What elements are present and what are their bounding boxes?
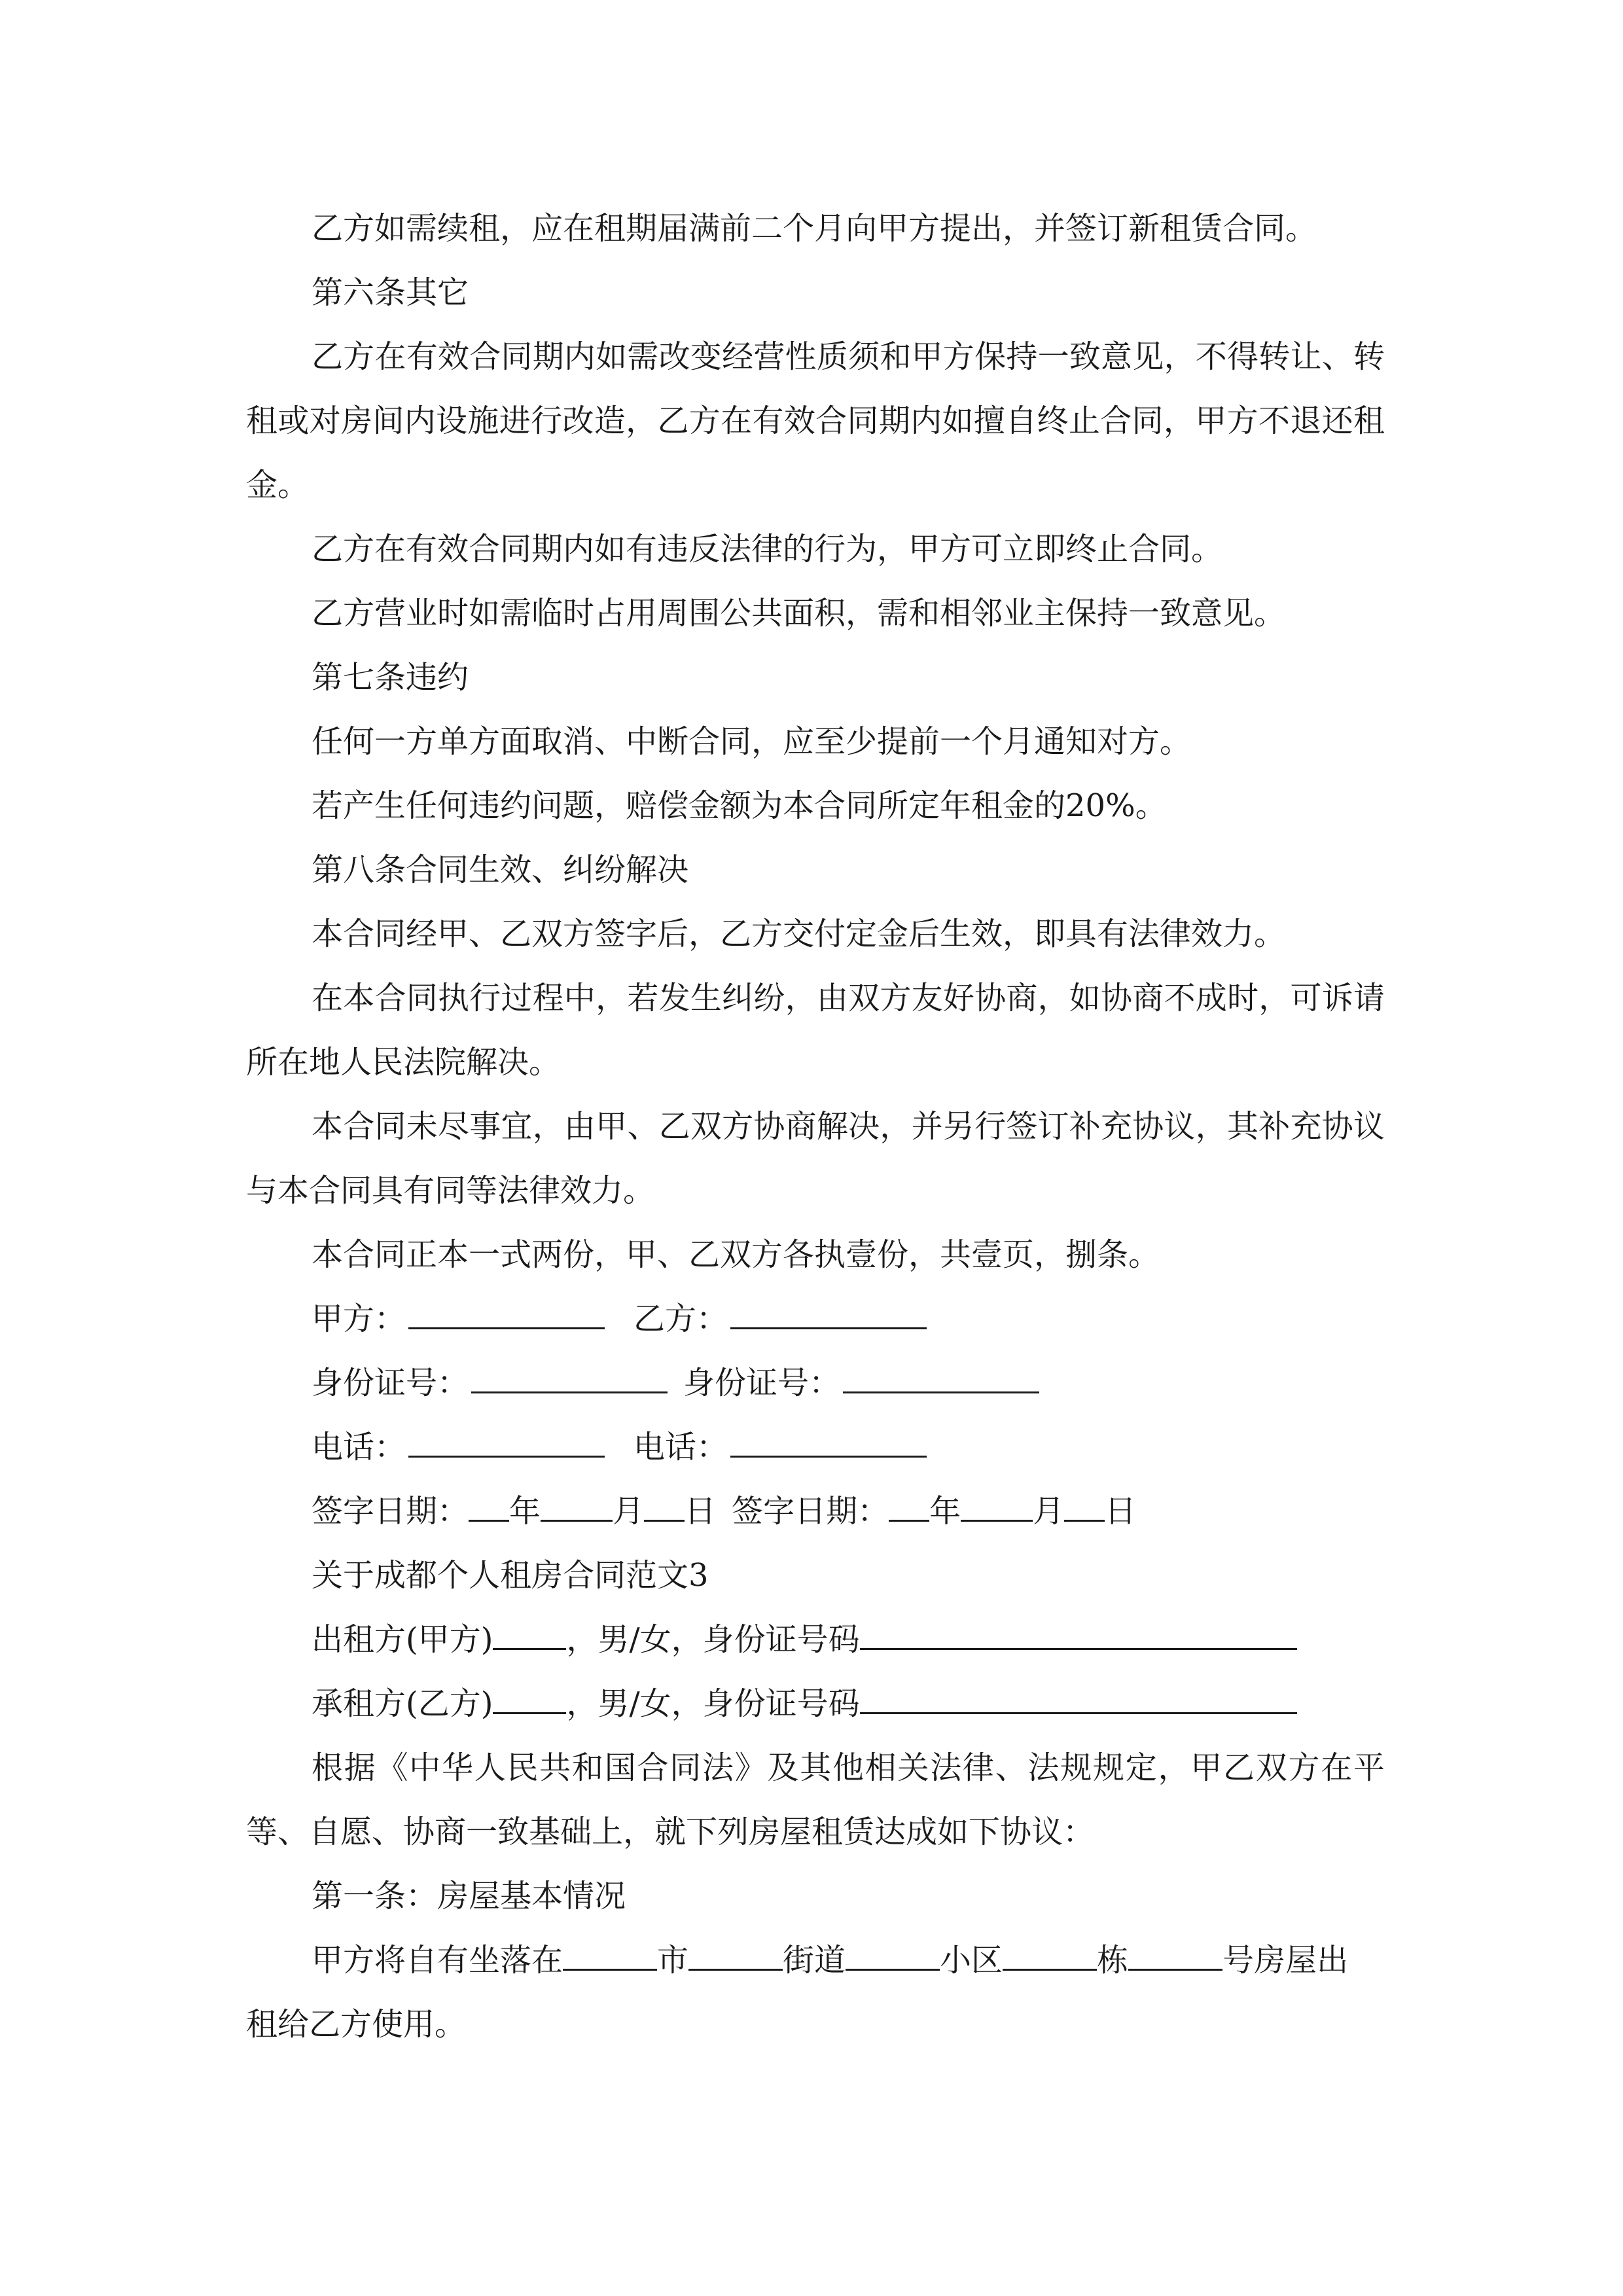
id-b-blank[interactable] — [843, 1363, 1039, 1393]
community-label: 小区 — [940, 1942, 1003, 1979]
month-b-blank[interactable] — [961, 1491, 1033, 1522]
tel-a-blank[interactable] — [408, 1427, 605, 1458]
tel-a-label: 电话： — [312, 1429, 406, 1465]
signature-date-line — [246, 1479, 1385, 1543]
gender-id-label: ，男/女，身份证号码 — [566, 1685, 860, 1722]
lessor-id-blank[interactable] — [860, 1619, 1297, 1650]
year-b-blank[interactable] — [889, 1491, 929, 1522]
paragraph: 乙方在有效合同期内如有违反法律的行为，甲方可立即终止合同。 — [312, 531, 1223, 567]
paragraph: 乙方如需续租，应在租期届满前二个月向甲方提出，并签订新租赁合同。 — [312, 210, 1317, 247]
paragraph: 乙方营业时如需临时占用周围公共面积，需和相邻业主保持一致意见。 — [312, 595, 1286, 632]
party-b-label: 乙方： — [633, 1300, 728, 1337]
signature-party-line — [246, 1287, 1385, 1351]
year-label: 年 — [509, 1493, 541, 1530]
building-label: 栋 — [1097, 1942, 1129, 1979]
tel-b-blank[interactable] — [730, 1427, 927, 1458]
day-a-blank[interactable] — [644, 1491, 685, 1522]
lessee-label: 承租方(乙方) — [312, 1685, 493, 1722]
address-suffix: 号房屋出 — [1222, 1942, 1349, 1979]
party-b-blank[interactable] — [730, 1299, 927, 1329]
gender-id-label: ，男/女，身份证号码 — [566, 1621, 860, 1658]
lessee-line — [246, 1672, 1385, 1736]
community-blank[interactable] — [846, 1940, 940, 1971]
address-line-2: 租给乙方使用。 — [246, 2006, 467, 2043]
party-a-label: 甲方： — [312, 1300, 406, 1337]
paragraph: 本合同经甲、乙双方签字后，乙方交付定金后生效，即具有法律效力。 — [312, 916, 1286, 952]
paragraph: 乙方在有效合同期内如需改变经营性质须和甲方保持一致意见，不得转让、转租或对房间内设施进行改造，乙方在有效合同期内如擅自终止合同，甲方不退还租金。 — [246, 338, 1385, 503]
paragraph: 本合同未尽事宜，由甲、乙双方协商解决，并另行签订补充协议，其补充协议与本合同具有同等法律效力。 — [246, 1108, 1385, 1209]
address-line — [246, 1928, 1385, 1992]
signature-id-line — [246, 1351, 1385, 1415]
lessee-id-blank[interactable] — [860, 1683, 1297, 1714]
paragraph: 根据《中华人民共和国合同法》及其他相关法律、法规规定，甲乙双方在平等、自愿、协商一致基础上，就下列房屋租赁达成如下协议： — [246, 1749, 1385, 1850]
lessor-label: 出租方(甲方) — [312, 1621, 493, 1658]
city-blank[interactable] — [563, 1940, 657, 1971]
id-b-label: 身份证号： — [683, 1365, 841, 1401]
section-heading: 第六条其它 — [312, 274, 469, 311]
section-heading: 第七条违约 — [312, 659, 469, 696]
city-label: 市 — [657, 1942, 689, 1979]
paragraph: 本合同正本一式两份，甲、乙双方各执壹份，共壹页，捌条。 — [312, 1236, 1160, 1273]
street-label: 街道 — [783, 1942, 846, 1979]
lessee-name-blank[interactable] — [493, 1683, 566, 1714]
day-label: 日 — [1105, 1493, 1137, 1530]
year-a-blank[interactable] — [469, 1491, 509, 1522]
date-b-label: 签字日期： — [732, 1493, 889, 1530]
section-heading: 第一条：房屋基本情况 — [312, 1878, 626, 1914]
street-blank[interactable] — [688, 1940, 783, 1971]
section-heading: 第八条合同生效、纠纷解决 — [312, 852, 689, 888]
month-a-blank[interactable] — [541, 1491, 613, 1522]
signature-tel-line — [246, 1415, 1385, 1479]
id-a-blank[interactable] — [471, 1363, 668, 1393]
id-a-label: 身份证号： — [312, 1365, 469, 1401]
number-blank[interactable] — [1128, 1940, 1222, 1971]
party-a-blank[interactable] — [408, 1299, 605, 1329]
day-b-blank[interactable] — [1064, 1491, 1105, 1522]
document-title: 关于成都个人租房合同范文3 — [312, 1557, 709, 1594]
year-label: 年 — [929, 1493, 961, 1530]
paragraph: 在本合同执行过程中，若发生纠纷，由双方友好协商，如协商不成时，可诉请所在地人民法院解决。 — [246, 980, 1385, 1081]
day-label: 日 — [685, 1493, 717, 1530]
tel-b-label: 电话： — [633, 1429, 728, 1465]
paragraph: 任何一方单方面取消、中断合同，应至少提前一个月通知对方。 — [312, 723, 1192, 760]
address-prefix: 甲方将自有坐落在 — [312, 1942, 563, 1979]
document-body — [246, 196, 1385, 2056]
lessor-name-blank[interactable] — [493, 1619, 566, 1650]
month-label: 月 — [613, 1493, 645, 1530]
lessor-line — [246, 1607, 1385, 1672]
building-blank[interactable] — [1003, 1940, 1097, 1971]
month-label: 月 — [1033, 1493, 1065, 1530]
date-a-label: 签字日期： — [312, 1493, 469, 1530]
paragraph: 若产生任何违约问题，赔偿金额为本合同所定年租金的20%。 — [312, 787, 1167, 824]
